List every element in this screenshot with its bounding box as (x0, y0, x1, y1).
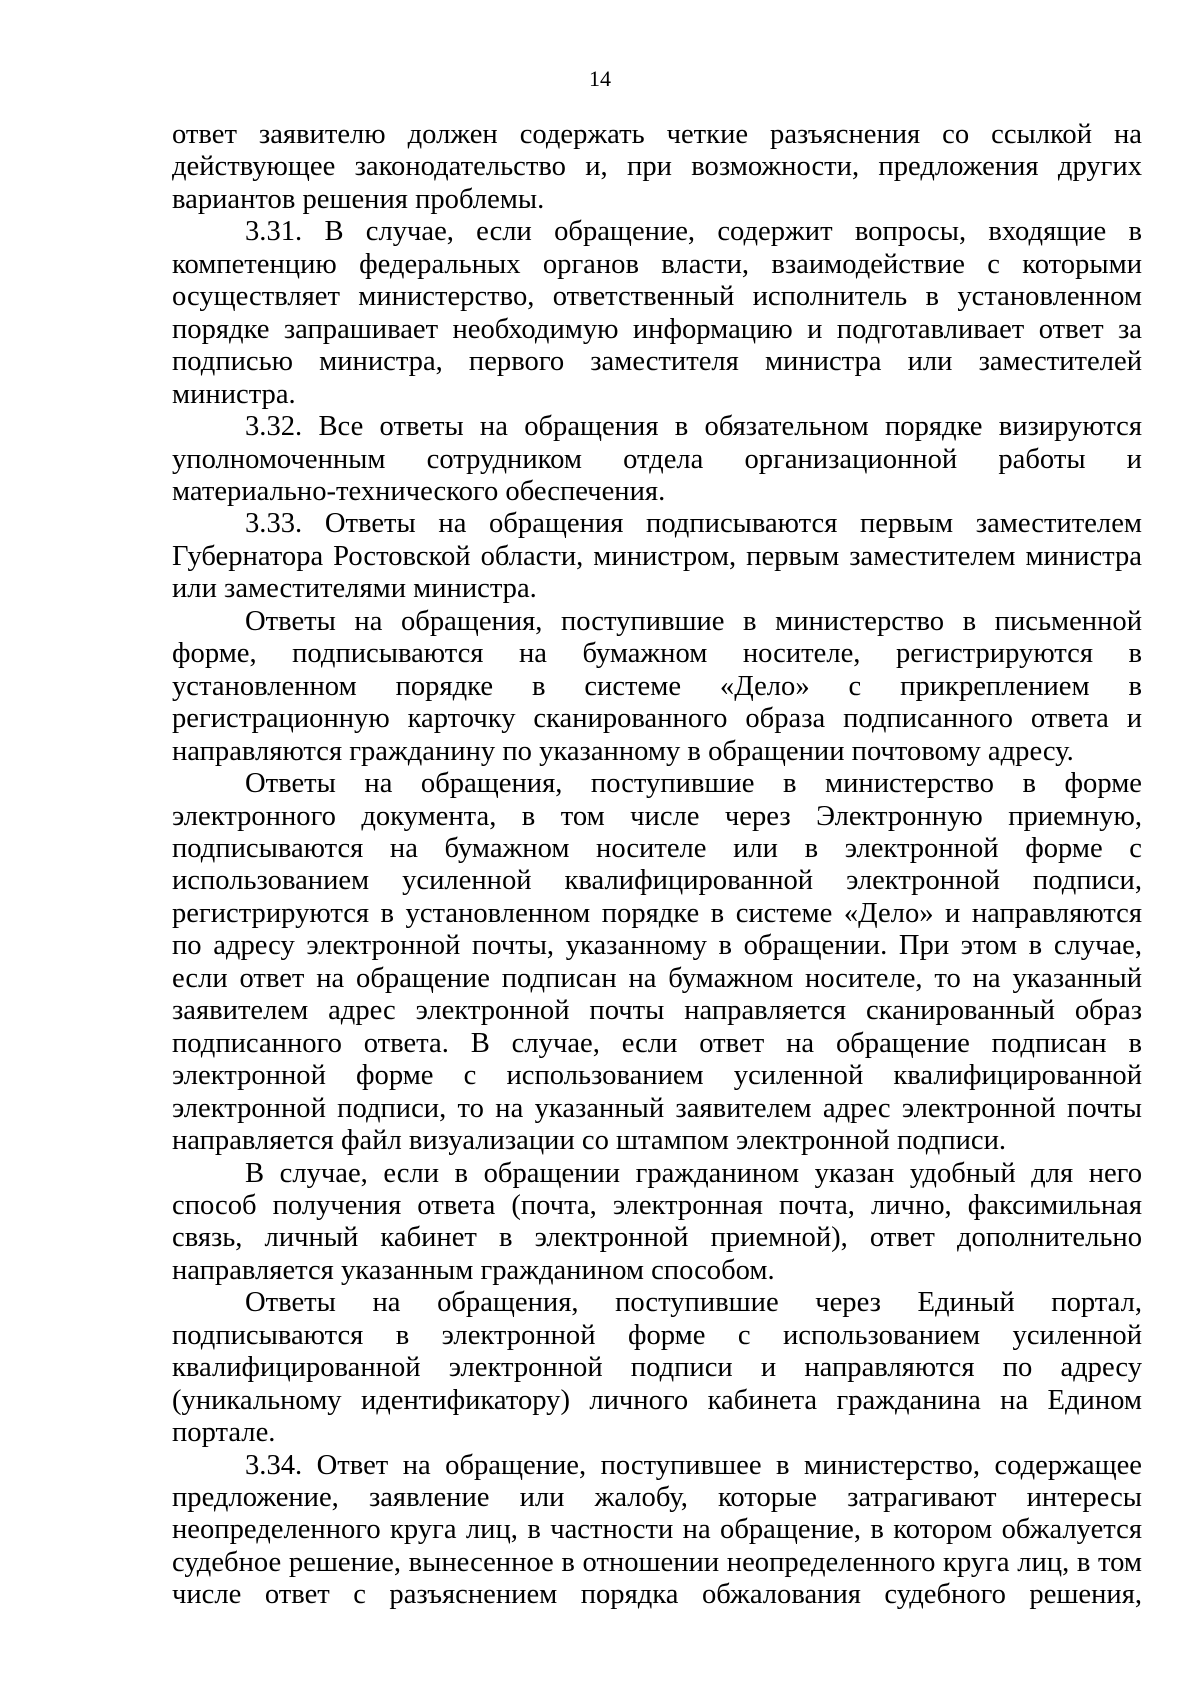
page-number: 14 (589, 66, 611, 91)
paragraph-written-answers: Ответы на обращения, поступившие в министерство в письменной форме, подписываются на бумажном носителе, регистрируются в установленном порядке в системе «Дело» с прикреплением в регистрационную карточку сканированного образа подписанного ответа и направляются гражданину по указанному в обращении почтовому адресу. (172, 605, 1142, 767)
paragraph-3-34: 3.34. Ответ на обращение, поступившее в министерство, содержащее предложение, заявление или жалобу, которые затрагивают интересы неопределенного круга лиц, в частности на обращение, в котором обжалуется судебное решение, вынесенное в отношении неопределенного круга лиц, в том числе ответ с разъяснением порядка обжалования судебного решения, (172, 1449, 1142, 1611)
paragraph-unified-portal: Ответы на обращения, поступившие через Единый портал, подписываются в электронной форме с использованием усиленной квалифицированной электронной подписи и направляются по адресу (уникальному идентификатору) личного кабинета гражданина на Едином портале. (172, 1287, 1142, 1449)
paragraph-preferred-method: В случае, если в обращении гражданином указан удобный для него способ получения ответа (почта, электронная почта, лично, факсимильная связь, личный кабинет в электронной приемной), ответ дополнительно направляется указанным гражданином способом. (172, 1157, 1142, 1286)
paragraph-3-32: 3.32. Все ответы на обращения в обязательном порядке визируются уполномоченным сотрудником отдела организационной работы и материально-технического обеспечения. (172, 411, 1142, 507)
paragraph-3-33: 3.33. Ответы на обращения подписываются первым заместителем Губернатора Ростовской области, министром, первым заместителем министра или заместителями министра. (172, 508, 1142, 605)
paragraph-3-31: 3.31. В случае, если обращение, содержит вопросы, входящие в компетенцию федеральных органов власти, взаимодействие с которыми осуществляет министерство, ответственный исполнитель в установленном порядке запрашивает необходимую информацию и подготавливает ответ за подписью министра, первого заместителя министра или заместителей министра. (172, 216, 1142, 410)
paragraph-continuation: ответ заявителю должен содержать четкие разъяснения со ссылкой на действующее законодательство и, при возможности, предложения других вариантов решения проблемы. (172, 119, 1142, 215)
paragraph-electronic-answers: Ответы на обращения, поступившие в министерство в форме электронного документа, в том числе через Электронную приемную, подписываются на бумажном носителе или в электронной форме с использованием усиленной квалифицированной электронной подписи, регистрируются в установленном порядке в системе «Дело» и направляются по адресу электронной почты, указанному в обращении. При этом в случае, если ответ на обращение подписан на бумажном носителе, то на указанный заявителем адрес электронной почты направляется сканированный образ подписанного ответа. В случае, если ответ на обращение подписан в электронной форме с использованием усиленной квалифицированной электронной подписи, то на указанный заявителем адрес электронной почты направляется файл визуализации со штампом электронной подписи. (172, 768, 1142, 1157)
document-body (172, 119, 1142, 1612)
